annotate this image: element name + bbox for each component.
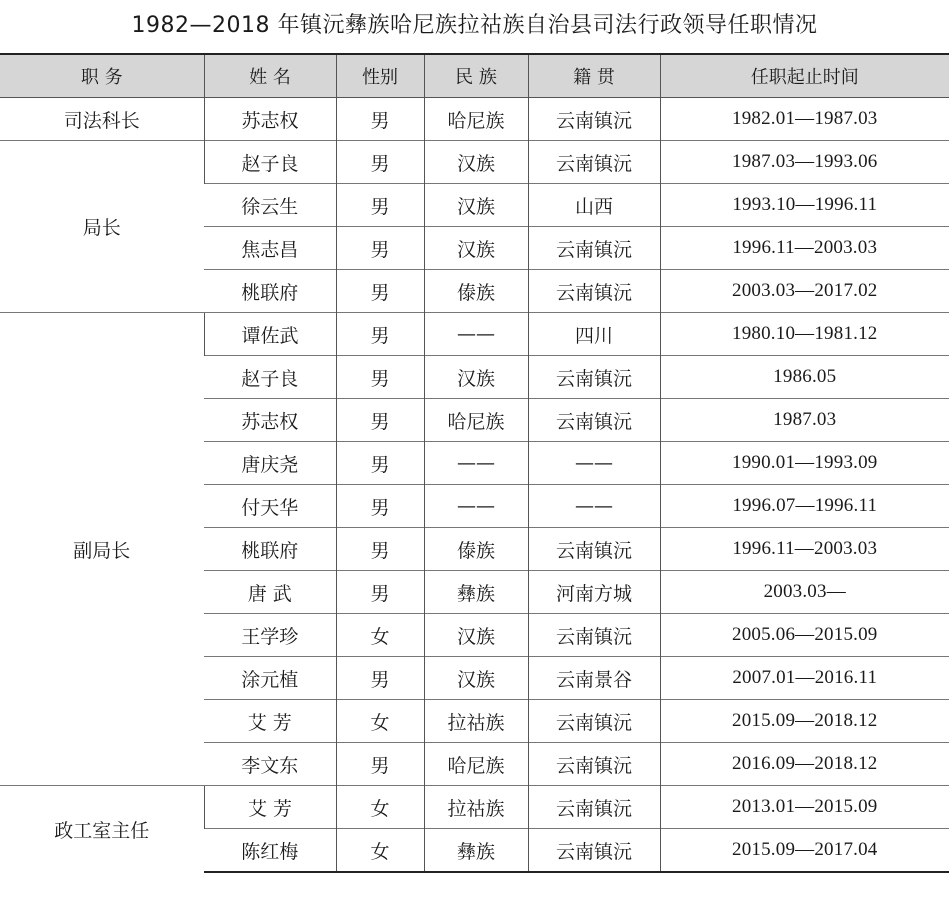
cell-origin: 云南镇沅 <box>528 141 660 184</box>
cell-name: 苏志权 <box>204 399 336 442</box>
cell-tenure: 2013.01—2015.09 <box>660 786 949 829</box>
cell-tenure: 1986.05 <box>660 356 949 399</box>
cell-tenure: 1996.11—2003.03 <box>660 528 949 571</box>
cell-origin: 云南镇沅 <box>528 829 660 873</box>
cell-name: 唐庆尧 <box>204 442 336 485</box>
table-row <box>0 98 949 141</box>
cell-gender: 男 <box>336 657 424 700</box>
cell-name: 苏志权 <box>204 98 336 141</box>
cell-origin: 四川 <box>528 313 660 356</box>
table-row <box>0 786 949 829</box>
cell-position: 局长 <box>0 141 204 313</box>
cell-name: 谭佐武 <box>204 313 336 356</box>
cell-position: 副局长 <box>0 313 204 786</box>
cell-tenure: 2016.09—2018.12 <box>660 743 949 786</box>
cell-ethnicity: 傣族 <box>424 528 528 571</box>
cell-gender: 男 <box>336 356 424 399</box>
cell-origin: 云南镇沅 <box>528 743 660 786</box>
cell-gender: 女 <box>336 700 424 743</box>
cell-ethnicity: —— <box>424 313 528 356</box>
cell-gender: 男 <box>336 485 424 528</box>
cell-origin: 云南镇沅 <box>528 270 660 313</box>
header-gender: 性别 <box>336 54 424 98</box>
cell-origin: 云南景谷 <box>528 657 660 700</box>
cell-gender: 女 <box>336 786 424 829</box>
page-title: 1982—2018 年镇沅彝族哈尼族拉祜族自治县司法行政领导任职情况 <box>131 13 818 38</box>
cell-origin: —— <box>528 485 660 528</box>
cell-ethnicity: 彝族 <box>424 571 528 614</box>
cell-tenure: 2007.01—2016.11 <box>660 657 949 700</box>
cell-tenure: 1980.10—1981.12 <box>660 313 949 356</box>
header-position: 职 务 <box>0 54 204 98</box>
cell-name: 陈红梅 <box>204 829 336 873</box>
cell-tenure: 1987.03—1993.06 <box>660 141 949 184</box>
cell-origin: 河南方城 <box>528 571 660 614</box>
cell-name: 桃联府 <box>204 270 336 313</box>
cell-ethnicity: 汉族 <box>424 614 528 657</box>
table-row <box>0 313 949 356</box>
cell-origin: —— <box>528 442 660 485</box>
cell-ethnicity: 拉祜族 <box>424 786 528 829</box>
cell-gender: 男 <box>336 141 424 184</box>
cell-ethnicity: 汉族 <box>424 141 528 184</box>
cell-tenure: 2015.09—2017.04 <box>660 829 949 873</box>
cell-origin: 云南镇沅 <box>528 356 660 399</box>
cell-position: 政工室主任 <box>0 786 204 873</box>
cell-origin: 云南镇沅 <box>528 227 660 270</box>
cell-tenure: 1987.03 <box>660 399 949 442</box>
cell-origin: 云南镇沅 <box>528 528 660 571</box>
cell-name: 赵子良 <box>204 141 336 184</box>
table-row <box>0 141 949 184</box>
cell-ethnicity: —— <box>424 485 528 528</box>
cell-gender: 女 <box>336 829 424 873</box>
cell-origin: 云南镇沅 <box>528 786 660 829</box>
cell-name: 涂元植 <box>204 657 336 700</box>
cell-ethnicity: —— <box>424 442 528 485</box>
cell-name: 赵子良 <box>204 356 336 399</box>
cell-ethnicity: 哈尼族 <box>424 743 528 786</box>
header-origin: 籍 贯 <box>528 54 660 98</box>
cell-gender: 男 <box>336 571 424 614</box>
cell-name: 王学珍 <box>204 614 336 657</box>
cell-name: 焦志昌 <box>204 227 336 270</box>
header-name: 姓 名 <box>204 54 336 98</box>
table-header-row <box>0 54 949 98</box>
cell-name: 桃联府 <box>204 528 336 571</box>
cell-ethnicity: 拉祜族 <box>424 700 528 743</box>
cell-ethnicity: 汉族 <box>424 356 528 399</box>
leadership-table <box>0 53 949 873</box>
cell-gender: 男 <box>336 270 424 313</box>
cell-ethnicity: 傣族 <box>424 270 528 313</box>
cell-ethnicity: 汉族 <box>424 657 528 700</box>
cell-tenure: 2003.03— <box>660 571 949 614</box>
cell-origin: 云南镇沅 <box>528 399 660 442</box>
cell-ethnicity: 哈尼族 <box>424 98 528 141</box>
cell-gender: 男 <box>336 442 424 485</box>
cell-tenure: 1982.01—1987.03 <box>660 98 949 141</box>
cell-name: 付天华 <box>204 485 336 528</box>
cell-origin: 山西 <box>528 184 660 227</box>
cell-gender: 男 <box>336 98 424 141</box>
cell-ethnicity: 汉族 <box>424 184 528 227</box>
cell-name: 唐 武 <box>204 571 336 614</box>
cell-origin: 云南镇沅 <box>528 614 660 657</box>
cell-ethnicity: 汉族 <box>424 227 528 270</box>
cell-gender: 男 <box>336 184 424 227</box>
cell-tenure: 1993.10—1996.11 <box>660 184 949 227</box>
cell-gender: 男 <box>336 399 424 442</box>
cell-tenure: 2003.03—2017.02 <box>660 270 949 313</box>
cell-tenure: 1996.07—1996.11 <box>660 485 949 528</box>
cell-ethnicity: 彝族 <box>424 829 528 873</box>
cell-name: 艾 芳 <box>204 786 336 829</box>
cell-gender: 男 <box>336 227 424 270</box>
cell-tenure: 2015.09—2018.12 <box>660 700 949 743</box>
header-ethnicity: 民 族 <box>424 54 528 98</box>
cell-tenure: 2005.06—2015.09 <box>660 614 949 657</box>
cell-origin: 云南镇沅 <box>528 98 660 141</box>
header-tenure: 任职起止时间 <box>660 54 949 98</box>
cell-ethnicity: 哈尼族 <box>424 399 528 442</box>
cell-name: 李文东 <box>204 743 336 786</box>
cell-gender: 男 <box>336 313 424 356</box>
cell-tenure: 1996.11—2003.03 <box>660 227 949 270</box>
cell-tenure: 1990.01—1993.09 <box>660 442 949 485</box>
table-body <box>0 98 949 873</box>
cell-gender: 男 <box>336 743 424 786</box>
cell-name: 艾 芳 <box>204 700 336 743</box>
cell-gender: 男 <box>336 528 424 571</box>
cell-position: 司法科长 <box>0 98 204 141</box>
cell-origin: 云南镇沅 <box>528 700 660 743</box>
cell-gender: 女 <box>336 614 424 657</box>
cell-name: 徐云生 <box>204 184 336 227</box>
